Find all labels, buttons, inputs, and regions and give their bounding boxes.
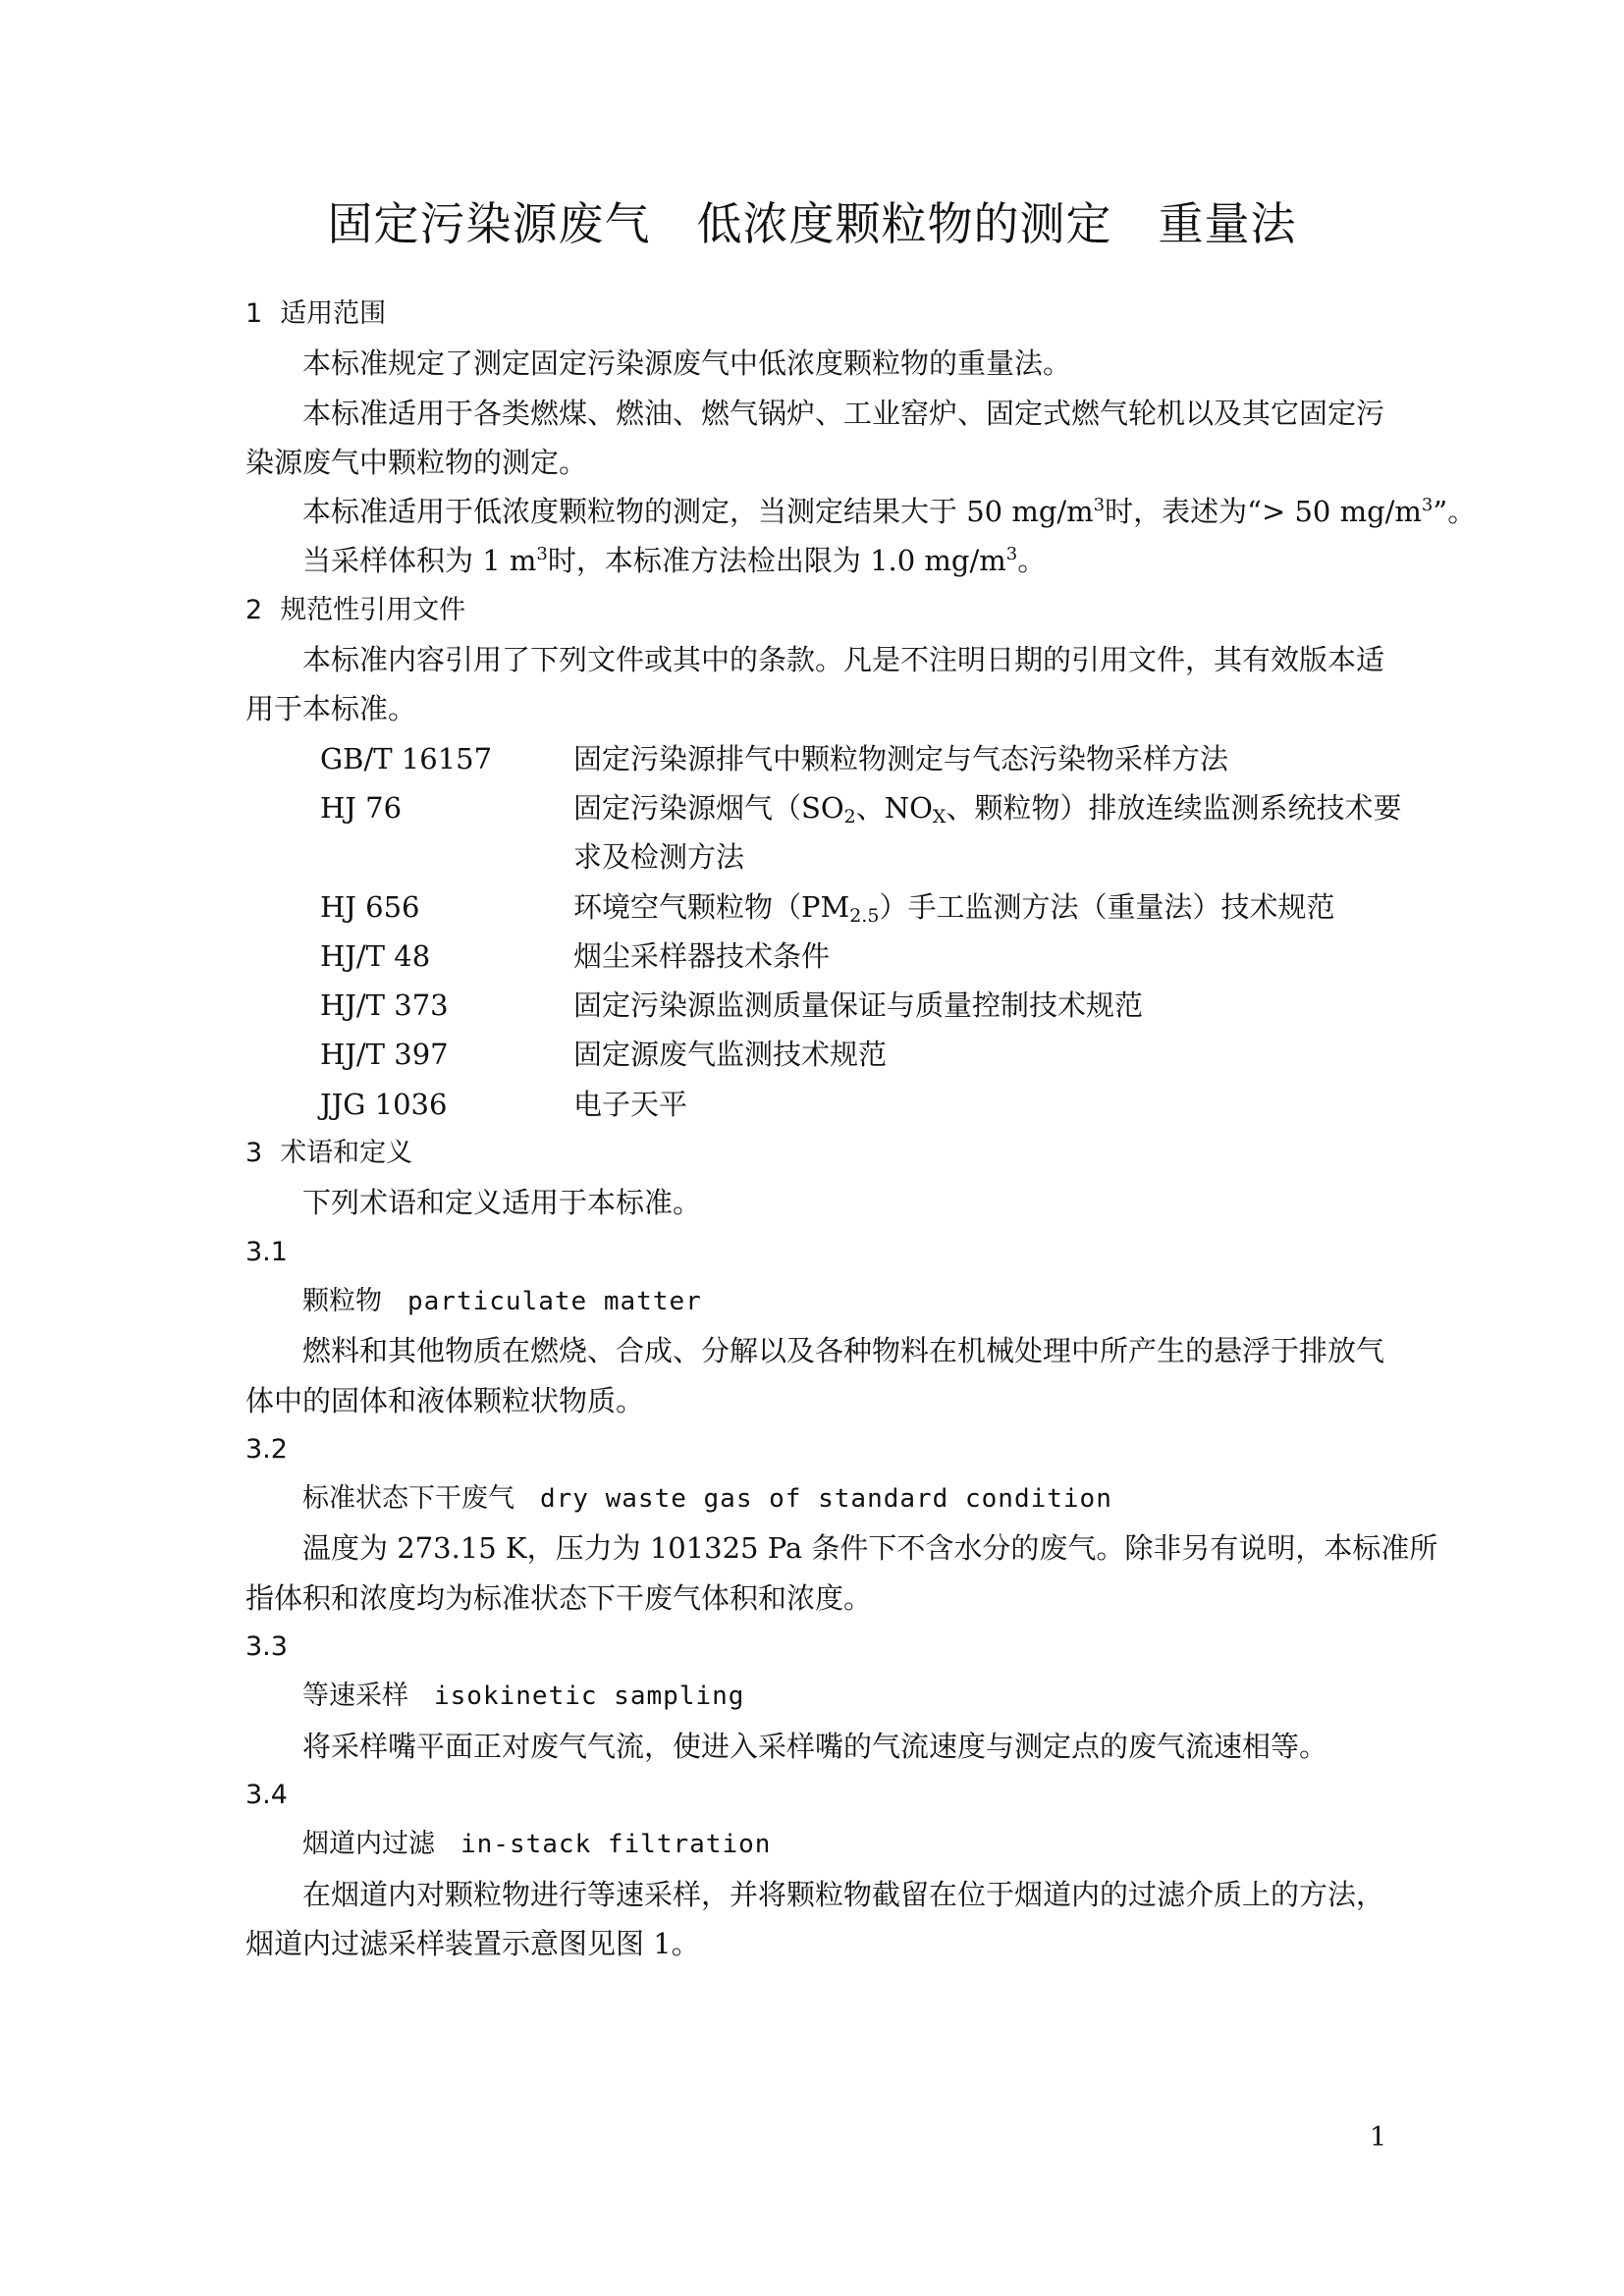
section-title: 规范性引用文件 (280, 594, 466, 625)
term-definition-continuation: 体中的固体和液体颗粒状物质。 (245, 1383, 645, 1417)
superscript: 3 (1421, 495, 1434, 516)
reference-title: 电子天平 (573, 1087, 688, 1121)
term-entry (245, 1672, 1384, 1721)
subscript: 2 (843, 805, 856, 828)
term-entry (245, 1820, 1384, 1869)
term-definition: 在烟道内对颗粒物进行等速采样，并将颗粒物截留在位于烟道内的过滤介质上的方法， (302, 1877, 1385, 1911)
reference-row (245, 932, 1384, 981)
superscript: 3 (1093, 495, 1106, 516)
section-number: 3 (245, 1138, 263, 1169)
text-run: 固定污染源烟气（SO (573, 790, 844, 825)
text-run: 时，本标准方法检出限为 1.0 mg/m (547, 544, 1006, 578)
text-run: 、颗粒物）排放连续监测系统技术要 (946, 790, 1402, 825)
text-run: 本标准适用于低浓度颗粒物的测定，当测定结果大于 50 mg/m (302, 495, 1094, 529)
reference-row (245, 734, 1384, 783)
superscript: 3 (536, 544, 548, 565)
reference-title: 烟尘采样器技术条件 (573, 938, 831, 973)
term-entry (245, 1277, 1384, 1326)
section-heading-3 (245, 1129, 1384, 1178)
reference-code: GB/T 16157 (320, 741, 493, 775)
term-english: particulate matter (407, 1286, 702, 1316)
paragraph: 本标准规定了测定固定污染源废气中低浓度颗粒物的重量法。 (302, 347, 1072, 381)
term-english: dry waste gas of standard condition (540, 1484, 1112, 1515)
term-definition-continuation: 烟道内过滤采样装置示意图见图 1。 (245, 1926, 700, 1960)
reference-row-continuation (245, 832, 1384, 881)
reference-title: 固定污染源监测质量保证与质量控制技术规范 (573, 988, 1144, 1023)
section-title: 术语和定义 (280, 1138, 413, 1169)
page-title: 固定污染源废气 低浓度颗粒物的测定 重量法 (327, 197, 1297, 250)
text-run: 当采样体积为 1 m (302, 544, 537, 578)
subscript: X (932, 805, 947, 828)
term-definition: 温度为 273.15 K，压力为 101325 Pa 条件下不含水分的废气。除非另有说明，本标准所 (302, 1531, 1438, 1566)
reference-code: HJ/T 397 (320, 1038, 449, 1072)
section-heading-2 (245, 586, 1384, 635)
reference-code: HJ/T 48 (320, 938, 431, 973)
paragraph: 本标准内容引用了下列文件或其中的条款。凡是不注明日期的引用文件，其有效版本适 (302, 643, 1385, 677)
reference-code: HJ 656 (320, 889, 420, 924)
paragraph: 本标准适用于各类燃煤、燃油、燃气锅炉、工业窑炉、固定式燃气轮机以及其它固定污 (302, 396, 1385, 430)
section-title: 适用范围 (280, 298, 387, 329)
paragraph (245, 487, 1477, 536)
reference-row (245, 1080, 1384, 1129)
term-english: isokinetic sampling (434, 1682, 745, 1712)
text-run: 环境空气颗粒物（PM (573, 889, 850, 924)
term-number: 3.3 (245, 1631, 288, 1663)
paragraph-continuation: 用于本标准。 (245, 692, 417, 726)
reference-code: HJ/T 373 (320, 988, 449, 1023)
text-run: 。 (1017, 544, 1047, 578)
document-body (245, 290, 1477, 1968)
term-english: in-stack filtration (460, 1830, 772, 1860)
paragraph-continuation: 染源废气中颗粒物的测定。 (245, 445, 588, 479)
page-number: 1 (1370, 2122, 1387, 2153)
reference-code: JJG 1036 (320, 1087, 448, 1121)
section-heading-1 (245, 290, 1384, 339)
term-definition-continuation: 指体积和浓度均为标准状态下干废气体积和浓度。 (245, 1580, 873, 1615)
reference-title: 固定污染源排气中颗粒物测定与气态污染物采样方法 (573, 741, 1229, 775)
text-run: ”。 (1433, 495, 1477, 529)
term-number: 3.4 (245, 1779, 288, 1810)
subscript: 2.5 (849, 904, 880, 927)
reference-title: 固定源废气监测技术规范 (573, 1038, 888, 1072)
term-number: 3.1 (245, 1236, 288, 1267)
paragraph: 下列术语和定义适用于本标准。 (302, 1186, 702, 1220)
reference-title (573, 882, 1334, 932)
reference-title (573, 783, 1401, 832)
paragraph (245, 536, 1384, 585)
reference-code: HJ 76 (320, 790, 403, 825)
reference-row (245, 783, 1402, 832)
term-entry (245, 1474, 1384, 1523)
term-chinese: 烟道内过滤 (302, 1829, 435, 1860)
term-chinese: 标准状态下干废气 (302, 1483, 514, 1515)
text-run: 时，表述为“> 50 mg/m (1105, 495, 1422, 529)
term-chinese: 等速采样 (302, 1681, 408, 1712)
text-run: 、NO (855, 790, 933, 825)
term-chinese: 颗粒物 (302, 1285, 382, 1316)
section-number: 1 (245, 298, 263, 329)
reference-row (245, 981, 1384, 1030)
text-run: ）手工监测方法（重量法）技术规范 (879, 889, 1335, 924)
term-number: 3.2 (245, 1433, 288, 1465)
superscript: 3 (1005, 544, 1018, 565)
term-definition: 燃料和其他物质在燃烧、合成、分解以及各种物料在机械处理中所产生的悬浮于排放气 (302, 1334, 1385, 1368)
section-number: 2 (245, 594, 263, 625)
term-definition: 将采样嘴平面正对废气气流，使进入采样嘴的气流速度与测定点的废气流速相等。 (302, 1729, 1328, 1763)
reference-title: 求及检测方法 (573, 840, 745, 875)
reference-row (245, 1030, 1384, 1079)
reference-row (245, 882, 1384, 932)
